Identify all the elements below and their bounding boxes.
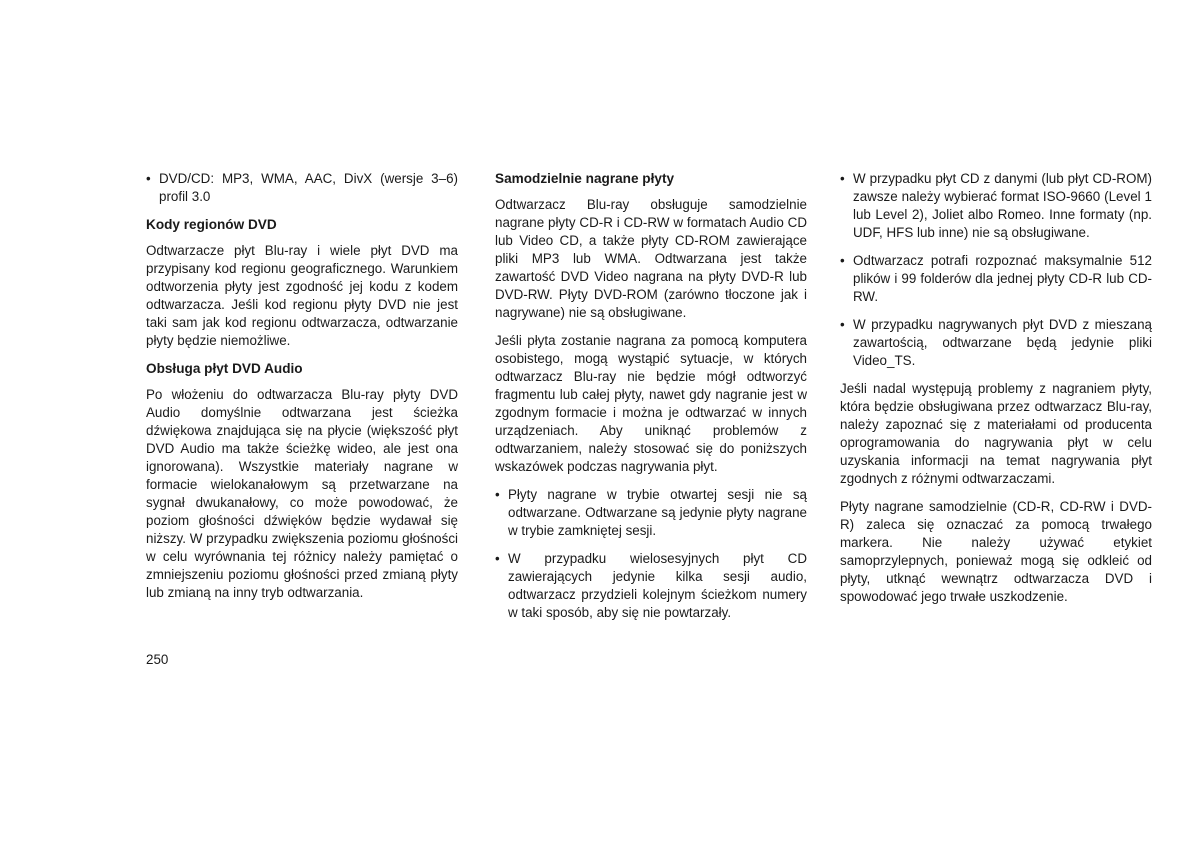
column-middle — [495, 170, 807, 632]
bullet-formats: • DVD/CD: MP3, WMA, AAC, DivX (wersje 3–6) profil 3.0 — [146, 170, 458, 206]
paragraph-marking: Płyty nagrane samodzielnie (CD-R, CD-RW i DVD-R) zaleca się oznaczać za pomocą trwałego markera. Nie należy używać etykiet samoprzylepnych, ponieważ mogą się odkleić od płyty, utknąć wewnątrz odtwarzacza DVD i spowodować jego trwałe uszkodzenie. — [840, 499, 1152, 604]
bullet-mixed-content: • W przypadku nagrywanych płyt DVD z mieszaną zawartością, odtwarzane będą jedynie pliki Video_TS. — [840, 316, 1152, 370]
paragraph-computer-recording: Jeśli płyta zostanie nagrana za pomocą komputera osobistego, mogą wystąpić sytuacje, w których odtwarzacz Blu-ray nie będzie mógł odtworzyć fragmentu lub całej płyty, nawet gdy nagranie jest w zgodnym formacie i można je odtwarzać w innych urządzeniach. Aby uniknąć problemów z odtwarzaniem, należy stosować się do poniższych wskazówek podczas nagrywania płyt. — [495, 333, 807, 474]
column-right — [840, 170, 1152, 616]
heading-dvd-audio: Obsługa płyt DVD Audio — [146, 361, 303, 376]
bullet-data-cd-formats: • W przypadku płyt CD z danymi (lub płyt CD-ROM) zawsze należy wybierać format ISO-9660 (Level 1 lub Level 2), Joliet albo Romeo. Inne formaty (np. UDF, HFS lub inne) nie są obsługiwane. — [840, 170, 1152, 242]
bullet-open-session: • Płyty nagrane w trybie otwartej sesji nie są odtwarzane. Odtwarzane są jedynie płyty nagrane w trybie zamkniętej sesji. — [495, 486, 807, 540]
paragraph-self-recorded: Odtwarzacz Blu-ray obsługuje samodzielnie nagrane płyty CD-R i CD-RW w formatach Audio CD lub Video CD, a także płyty CD-ROM zawierające pliki MP3 lub WMA. Odtwarzana jest także zawartość DVD Video nagrana na płyty DVD-R lub DVD-RW. Płyty DVD-ROM (zarówno tłoczone jak i nagrywane) nie są obsługiwane. — [495, 197, 807, 320]
bullet-multisession: • W przypadku wielosesyjnych płyt CD zawierających jedynie kilka sesji audio, odtwarzacz przydzieli kolejnym ścieżkom numery w taki sposób, aby się nie powtarzały. — [495, 550, 807, 622]
page-number: 250 — [146, 652, 169, 667]
heading-region-codes: Kody regionów DVD — [146, 217, 277, 232]
paragraph-dvd-audio: Po włożeniu do odtwarzacza Blu-ray płyty DVD Audio domyślnie odtwarzana jest ścieżka dźwiękowa znajdująca się na płycie (większość płyt DVD Audio ma także ścieżkę wideo, ale jest ona ignorowana). Wszystkie materiały nagrane w formacie wielokanałowym są przetwarzane na sygnał dwukanałowy, co może powodować, że poziom głośności dźwięków będzie wydawał się niższy. W przypadku zwiększenia poziomu głośności w celu wyrównania tej różnicy należy pamiętać o zmniejszeniu poziomu głośności przed zmianą płyty lub zmianą na inny tryb odtwarzania. — [146, 387, 458, 600]
paragraph-region-codes: Odtwarzacze płyt Blu-ray i wiele płyt DVD ma przypisany kod regionu geograficznego. Warunkiem odtworzenia płyty jest zgodność jej kodu z kodem odtwarzacza. Jeśli kod regionu płyty DVD nie jest taki sam jak kod regionu odtwarzacza, odtwarzanie płyty będzie niemożliwe. — [146, 243, 458, 348]
column-left — [146, 170, 458, 612]
heading-self-recorded: Samodzielnie nagrane płyty — [495, 171, 675, 186]
bullet-max-files: • Odtwarzacz potrafi rozpoznać maksymalnie 512 plików i 99 folderów dla jednej płyty CD-R lub CD-RW. — [840, 252, 1152, 306]
paragraph-problems: Jeśli nadal występują problemy z nagraniem płyty, która będzie obsługiwana przez odtwarzacz Blu-ray, należy zapoznać się z materiałami od producenta oprogramowania do nagrywania płyt w celu uzyskania informacji na temat nagrywania płyt zgodnych z różnymi odtwarzaczami. — [840, 381, 1152, 486]
